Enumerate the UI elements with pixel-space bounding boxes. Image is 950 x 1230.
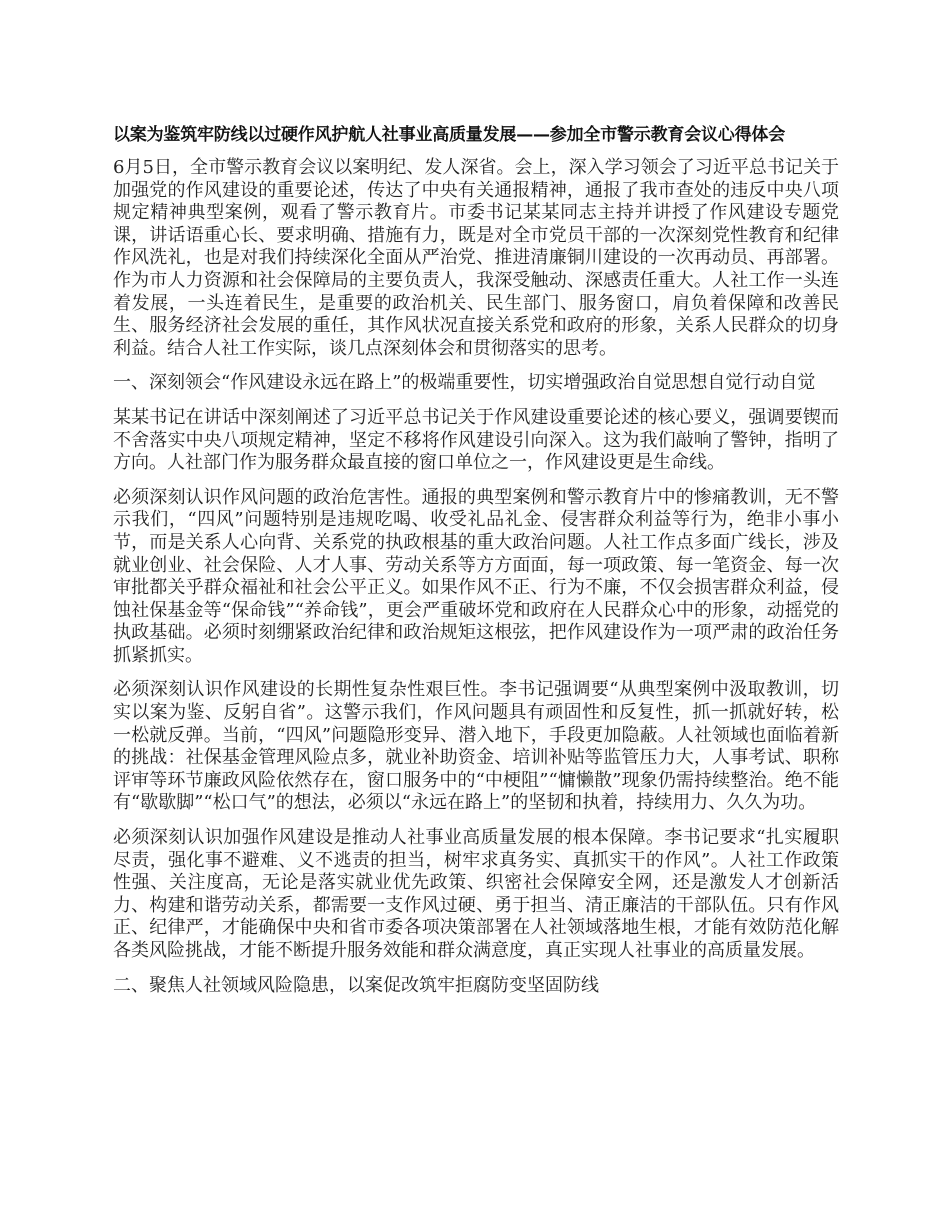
body-paragraph: 必须深刻认识作风问题的政治危害性。通报的典型案例和警示教育片中的惨痛教训，无不警示我们，“四风”问题特别是违规吃喝、收受礼品礼金、侵害群众利益等行为，绝非小事小节，而是关系人心向背、关系党的执政根基的重大政治问题。人社工作点多面广线长，涉及就业创业、社会保险、人才人事、劳动关系等方方面面，每一项政策、每一笔资金、每一次审批都关乎群众福祉和社会公平正义。如果作风不正、行为不廉，不仅会损害群众利益，侵蚀社保基金等“保命钱”“养命钱”，更会严重破坏党和政府在人民群众心中的形象，动摇党的执政基础。必须时刻绷紧政治纪律和政治规矩这根弦，把作风建设作为一项严肃的政治任务抓紧抓实。 [113,486,839,666]
document-title: 以案为鉴筑牢防线以过硬作风护航人社事业高质量发展——参加全市警示教育会议心得体会 [113,125,785,145]
body-paragraph: 必须深刻认识加强作风建设是推动人社事业高质量发展的根本保障。李书记要求“扎实履职尽责，强化事不避难、义不逃责的担当，树牢求真务实、真抓实干的作风”。人社工作政策性强、关注度高，无论是落实就业优先政策、织密社会保障安全网，还是激发人才创新活力、构建和谐劳动关系，都需要一支作风过硬、勇于担当、清正廉洁的干部队伍。只有作风正、纪律严，才能确保中央和省市委各项决策部署在人社领域落地生根，才能有效防范化解各类风险挑战，才能不断提升服务效能和群众满意度，真正实现人社事业的高质量发展。 [113,827,839,961]
body-paragraph: 某某书记在讲话中深刻阐述了习近平总书记关于作风建设重要论述的核心要义，强调要锲而不舍落实中央八项规定精神，坚定不移将作风建设引向深入。这为我们敲响了警钟，指明了方向。人社部门作为服务群众最直接的窗口单位之一，作风建设更是生命线。 [113,406,839,474]
document-page [113,124,839,1009]
section-heading-2: 二、聚焦人社领域风险隐患，以案促改筑牢拒腐防变坚固防线 [113,974,599,996]
section-heading-1: 一、深刻领会“作风建设永远在路上”的极端重要性，切实增强政治自觉思想自觉行动自觉 [113,372,816,394]
body-paragraph: 必须深刻认识作风建设的长期性复杂性艰巨性。李书记强调要“从典型案例中汲取教训，切实以案为鉴、反躬自省”。这警示我们，作风问题具有顽固性和反复性，抓一抓就好转，松一松就反弹。当前，“四风”问题隐形变异、潜入地下，手段更加隐蔽。人社领域也面临着新的挑战：社保基金管理风险点多，就业补助资金、培训补贴等监管压力大，人事考试、职称评审等环节廉政风险依然存在，窗口服务中的“中梗阻”“慵懒散”现象仍需持续整治。绝不能有“歇歇脚”“松口气”的想法，必须以“永远在路上”的坚韧和执着，持续用力、久久为功。 [113,679,839,814]
intro-paragraph: 6月5日，全市警示教育会议以案明纪、发人深省。会上，深入学习领会了习近平总书记关于加强党的作风建设的重要论述，传达了中央有关通报精神，通报了我市查处的违反中央八项规定精神典型案例，观看了警示教育片。市委书记某某同志主持并讲授了作风建设专题党课，讲话语重心长、要求明确、措施有力，既是对全市党员干部的一次深刻党性教育和纪律作风洗礼，也是对我们持续深化全面从严治党、推进清廉铜川建设的一次再动员、再部署。作为市人力资源和社会保障局的主要负责人，我深受触动、深感责任重大。人社工作一头连着发展，一头连着民生，是重要的政治机关、民生部门、服务窗口，肩负着保障和改善民生、服务经济社会发展的重任，其作风状况直接关系党和政府的形象，关系人民群众的切身利益。结合人社工作实际，谈几点深刻体会和贯彻落实的思考。 [113,157,839,359]
